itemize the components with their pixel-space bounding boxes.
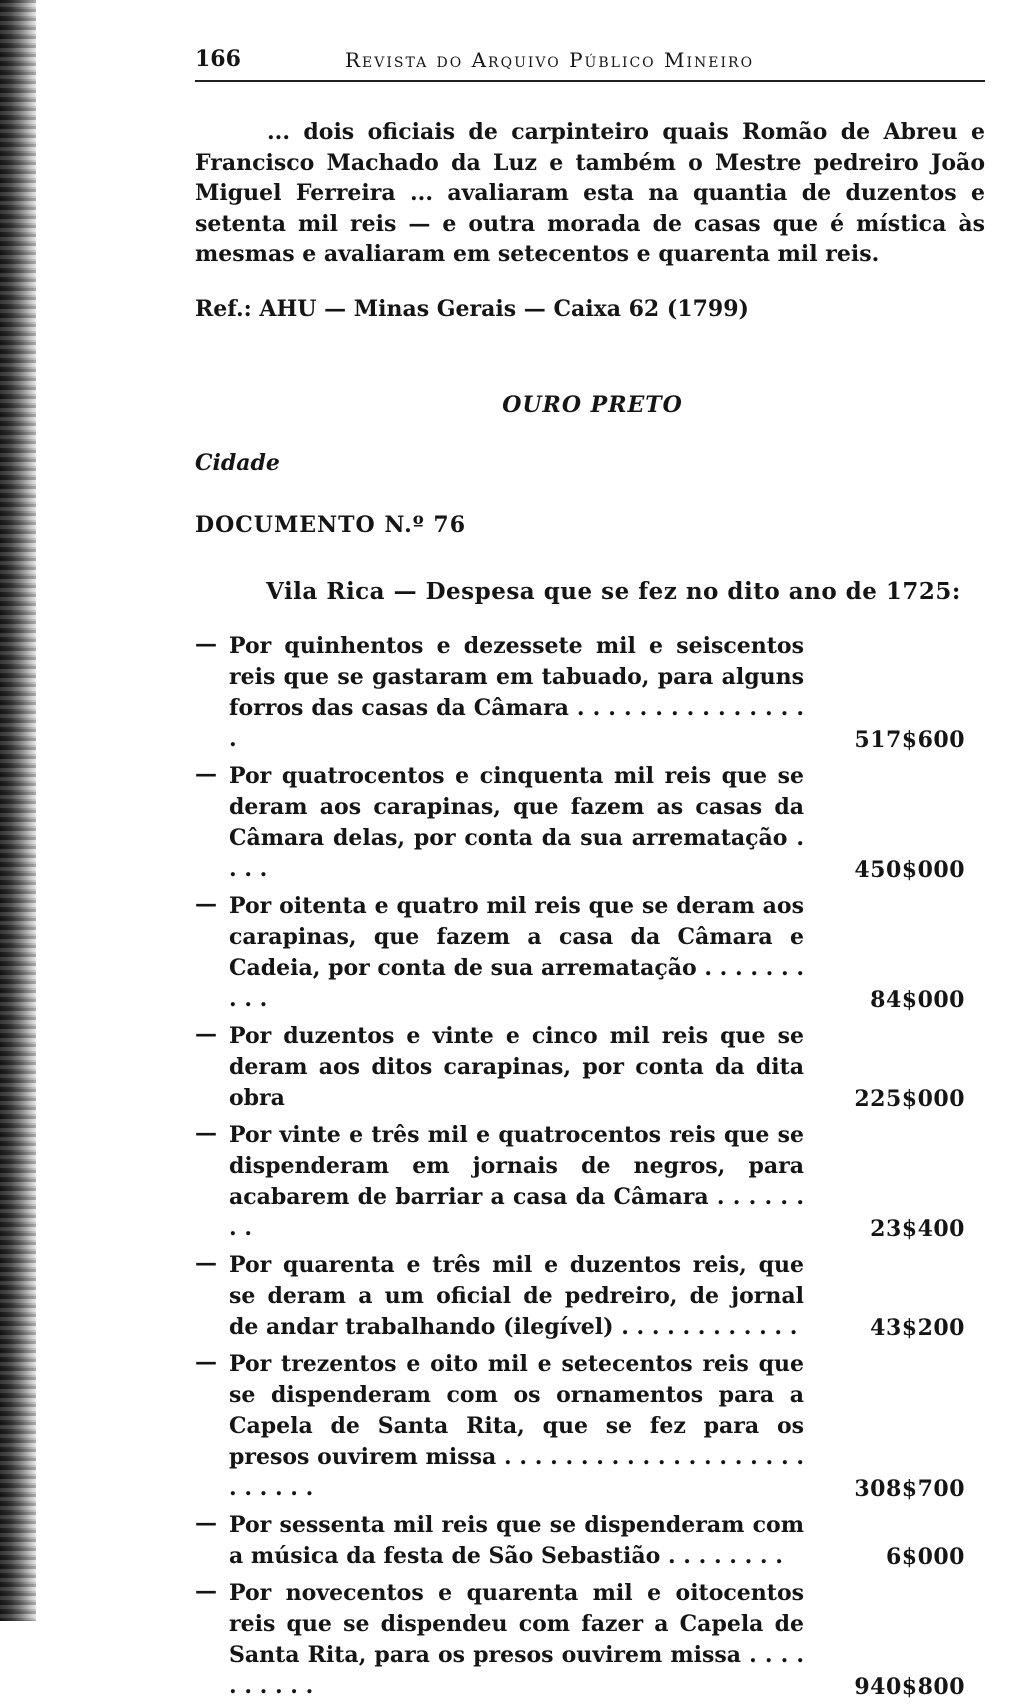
entry-text: Por duzentos e vinte e cinco mil reis que se deram aos ditos carapinas, por conta da dita obra — [229, 1023, 804, 1111]
entry-text: Por oitenta e quatro mil reis que se deram aos carapinas, que fazem a casa da Câmara e Cadeia, por conta de sua arrematação . . . . . . . . . . — [229, 893, 804, 1012]
entry-text: Por trezentos e oito mil e setecentos reis que se dispenderam com os ornamentos para a Capela de Santa Rita, que se fez para os presos ouvirem missa . . . . . . . . . . . . . . . . . . . . . . . . . . — [229, 1351, 804, 1501]
running-header — [195, 46, 985, 82]
entry-dash: — — [195, 1250, 217, 1276]
entry-dash: — — [195, 761, 217, 787]
expense-entry — [195, 1349, 985, 1504]
entry-amount: 23$400 — [870, 1216, 965, 1242]
entry-dash: — — [195, 631, 217, 657]
entry-text: Por novecentos e quarenta mil e oitocentos reis que se dispendeu com fazer a Capela de Santa Rita, para os presos ouvirem missa . . . . . . . . . . — [229, 1580, 804, 1699]
entry-amount: 450$000 — [854, 857, 965, 883]
expense-entry — [195, 891, 985, 1015]
entry-amount: 43$200 — [870, 1315, 965, 1341]
archive-reference: Ref.: AHU — Minas Gerais — Caixa 62 (1799) — [195, 296, 749, 322]
entry-dash: — — [195, 1120, 217, 1146]
journal-title: Revista do Arquivo Público Mineiro — [345, 48, 755, 72]
expense-entry — [195, 761, 985, 885]
entry-text: Por quinhentos e dezessete mil e seiscentos reis que se gastaram em tabuado, para alguns forros das casas da Câmara . . . . . . . . . . . . . . . . — [229, 633, 804, 752]
expense-entry — [195, 1021, 985, 1114]
entry-dash: — — [195, 1021, 217, 1047]
expense-list — [195, 631, 985, 1708]
entry-dash: — — [195, 1578, 217, 1604]
expense-entry — [195, 1578, 985, 1702]
entry-text: Por quarenta e três mil e duzentos reis, que se deram a um oficial de pedreiro, de jornal de andar trabalhando (ilegível) . . . . . . . . . . . . — [229, 1252, 804, 1340]
entry-amount: 940$800 — [854, 1674, 965, 1700]
page-number: 166 — [195, 46, 241, 72]
entry-amount: 308$700 — [854, 1476, 965, 1502]
entry-dash: — — [195, 1349, 217, 1375]
entry-amount: 84$000 — [870, 987, 965, 1013]
expense-lead-line: Vila Rica — Despesa que se fez no dito ano de 1725: — [266, 578, 961, 605]
intro-paragraph: ... dois oficiais de carpinteiro quais Romão de Abreu e Francisco Machado da Luz e também o Mestre pedreiro João Miguel Ferreira ... avaliaram esta na quantia de duzentos e setenta mil reis — e outra morada de casas que é mística às mesmas e avaliaram em setecentos e quarenta mil reis. — [195, 119, 985, 267]
entry-dash: — — [195, 1510, 217, 1536]
entry-dash: — — [195, 891, 217, 917]
entry-text: Por vinte e três mil e quatrocentos reis que se dispenderam em jornais de negros, para acabarem de barriar a casa da Câmara . . . . . . . . — [229, 1122, 804, 1241]
entry-amount: 6$000 — [885, 1544, 965, 1570]
entry-text: Por sessenta mil reis que se dispenderam com a música da festa de São Sebastião . . . . . . . . — [229, 1512, 804, 1569]
document-number: DOCUMENTO N.º 76 — [195, 512, 466, 538]
place-title: OURO PRETO — [502, 392, 683, 418]
entry-amount: 517$600 — [854, 727, 965, 753]
entry-amount: 225$000 — [854, 1086, 965, 1112]
entry-text: Por quatrocentos e cinquenta mil reis que se deram aos carapinas, que fazem as casas da Câmara delas, por conta da sua arrematação . . . . — [229, 763, 804, 882]
expense-entry — [195, 1120, 985, 1244]
expense-entry — [195, 1510, 985, 1572]
subheading: Cidade — [195, 450, 280, 476]
expense-entry — [195, 631, 985, 755]
expense-entry — [195, 1250, 985, 1343]
